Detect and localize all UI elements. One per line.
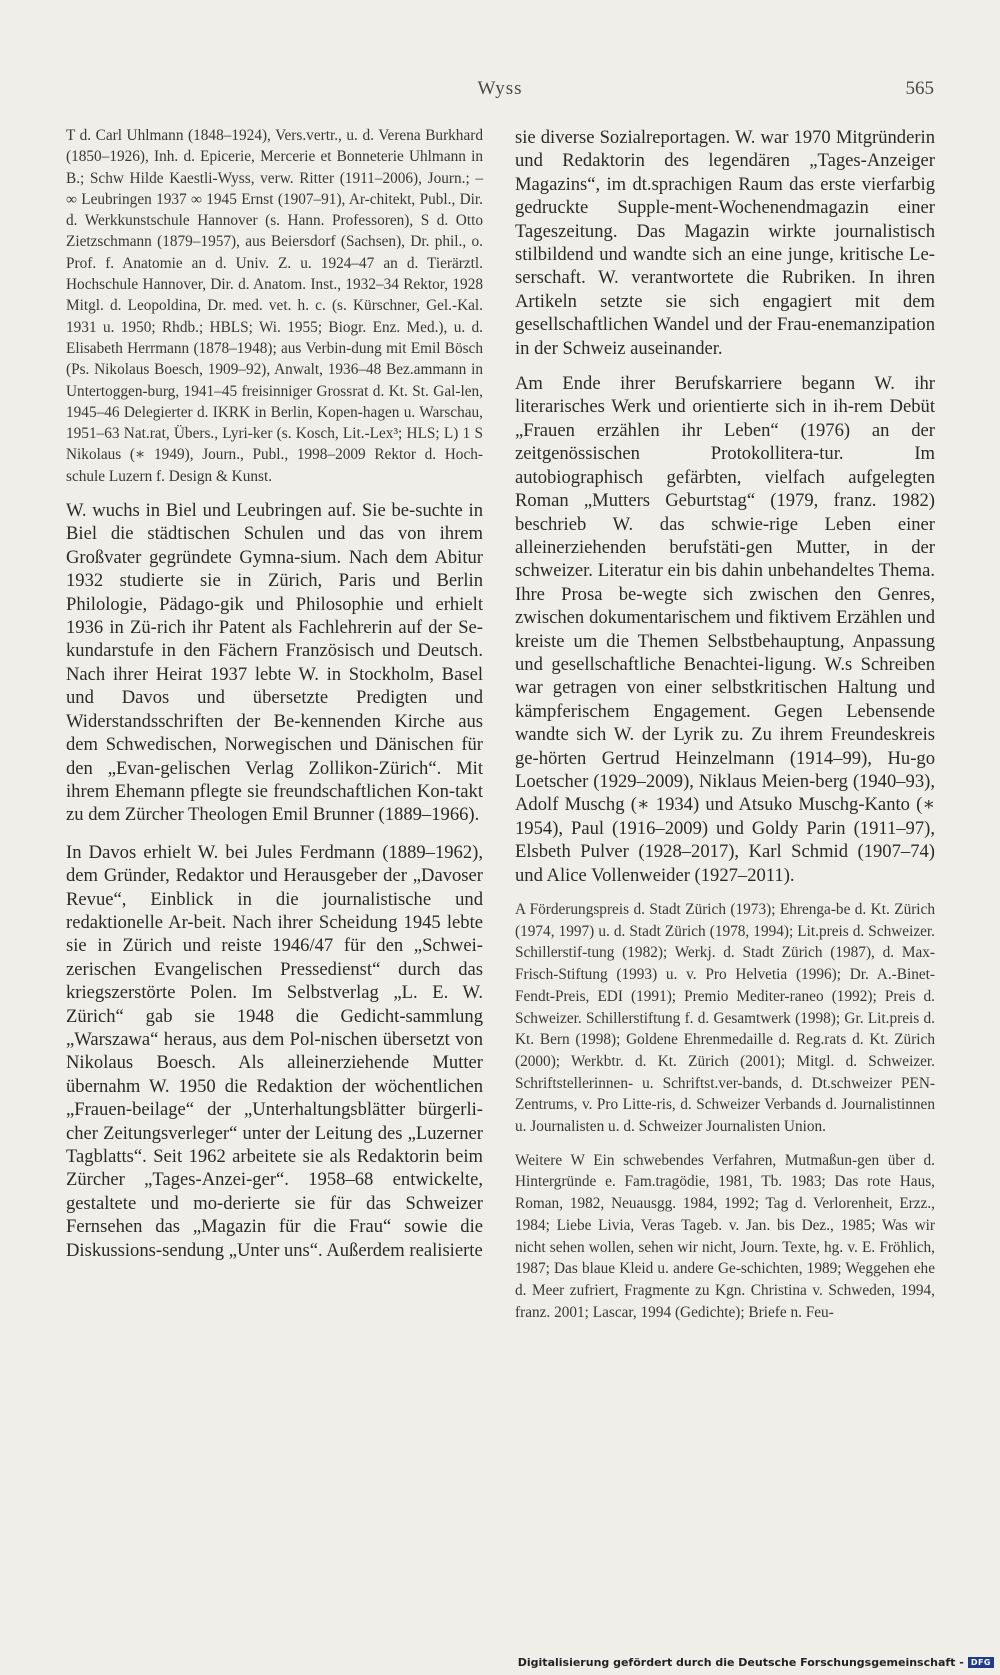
credit-text: Digitalisierung gefördert durch die Deutsche Forschungsgemeinschaft - [517,1656,964,1669]
dfg-logo: DFG [968,1657,994,1668]
biography-paragraph-4: Am Ende ihrer Berufskarriere begann W. ihr literarisches Werk und orientierte sich in ih-rem Debüt „Frauen erzählen ihr Leben“ (1976) an der zeitgenössischen Protokollitera-tur. Im autobiographisch gefärbten, vielfach aufgelegten Roman „Mutters Geburtstag“ (1979, franz. 1982) beschrieb W. das schwie-rige Leben einer alleinerziehenden berufstäti-gen Mutter, in der schweizer. Literatur ein bis dahin unbehandeltes Thema. Ihre Prosa be-wegte sich zwischen den Genres, zwischen dokumentarischem und fiktivem Erzählen und kreiste um die Themen Selbstbehauptung, Anpassung und gesellschaftliche Benachtei-ligung. W.s Schreiben war getragen von einer selbstkritischen Haltung und kämpferischem Engagement. Gegen Lebensende wandte sich W. der Lyrik zu. Zu ihrem Freundeskreis ge-hörten Gertrud Heinzelmann (1914–99), Hu-go Loetscher (1929–2009), Niklaus Meien-berg (1940–93), Adolf Muschg (∗ 1934) und Atsuko Muschg-Kanto (∗ 1954), Paul (1916–2009) und Goldy Parin (1911–97), Elsbeth Pulver (1928–2017), Karl Schmid (1907–74) und Alice Vollenweider (1927–2011). [515,373,935,886]
works-paragraph: Weitere W Ein schwebendes Verfahren, Mutmaßun-gen über d. Hintergründe e. Fam.tragödie, 1981, Tb. 1983; Das rote Haus, Roman, 1982, Neuausgg. 1984, 1992; Tag d. Verlorenheit, Erzz., 1984; Liebe Livia, Veras Tageb. v. Jan. bis Dez., 1985; Was wir nicht sehen wollen, sehen wir nicht, Journ. Texte, hg. v. E. Fröhlich, 1987; Das blaue Kleid u. andere Ge-schichten, 1989; Weggehen ehe d. Meer zufriert, Fragmente zu Kgn. Christina v. Schweden, 1994, franz. 2001; Lascar, 1994 (Gedichte); Briefe n. Feu- [515,1151,935,1321]
page-number: 565 [905,78,934,99]
digitization-credit [518,1656,994,1669]
awards-paragraph: A Förderungspreis d. Stadt Zürich (1973); Ehrenga-be d. Kt. Zürich (1974, 1997) u. d. Stadt Zürich (1978, 1994); Lit.preis d. Schweizer. Schillerstif-tung (1982); Werkj. d. Stadt Zürich (1987), d. Max-Frisch-Stiftung (1993) u. v. Pro Helvetia (1996); Dr. A.-Binet-Fendt-Preis, EDI (1991); Premio Mediter-raneo (1992); Preis d. Schweizer. Schillerstiftung f. d. Gesamtwerk (1998); Gr. Lit.preis d. Kt. Bern (1998); Goldene Ehrenmedaille d. Reg.rats d. Kt. Zürich (2000); Werkbtr. d. Kt. Zürich (2001); Mitgl. d. Schweizer. Schriftstellerinnen- u. Schriftst.ver-bands, d. Dt.schweizer PEN-Zentrums, v. Pro Litte-ris, d. Schweizer Verbands d. Journalistinnen u. Journalisten u. d. Schweizer Journalisten Union. [515,901,935,1136]
running-header-title: Wyss [477,78,523,99]
genealogy-paragraph: T d. Carl Uhlmann (1848–1924), Vers.vertr., u. d. Verena Burkhard (1850–1926), Inh. d. Epicerie, Mercerie et Bonneterie Uhlmann in B.; Schw Hilde Kaestli-Wyss, verw. Ritter (1911–2006), Journ.; – ∞ Leubringen 1937 ∞ 1945 Ernst (1907–91), Ar-chitekt, Publ., Dir. d. Werkkunstschule Hannover (s. Hann. Professoren), S d. Otto Zietzschmann (1879–1957), aus Beiersdorf (Sachsen), Dr. phil., o. Prof. f. Anatomie an d. Univ. Z. u. 1924–47 an d. Tierärztl. Hochschule Hannover, Dir. d. Anatom. Inst., 1932–34 Rektor, 1928 Mitgl. d. Leopoldina, Dr. med. vet. h. c. (s. Kürschner, Gel.-Kal. 1931 u. 1950; Rhdb.; HBLS; Wi. 1955; Biogr. Enz. Med.), u. d. Elisabeth Herrmann (1878–1948); aus Verbin-dung mit Emil Bösch (Ps. Nikolaus Boesch, 1909–92), Anwalt, 1936–48 Bez.ammann in Untertoggen-burg, 1941–45 freisinniger Grossrat d. Kt. St. Gal-len, 1945–46 Delegierter d. IKRK in Berlin, Kopen-hagen u. Warschau, 1951–63 Nat.rat, Übers., Lyri-ker (s. Kosch, Lit.-Lex³; HLS; L) 1 S Nikolaus (∗ 1949), Journ., Publ., 1998–2009 Rektor d. Hoch-schule Luzern f. Design & Kunst. [66,127,483,485]
left-column [66,125,483,1276]
biography-paragraph-3: sie diverse Sozialreportagen. W. war 1970 Mitgründerin und Redaktorin des legendären „Tages-Anzeiger Magazins“, im dt.sprachigen Raum das erste vierfarbig gedruckte Supple-ment-Wochenendmagazin einer Tageszeitung. Das Magazin wirkte journalistisch stilbildend und wandte sich an eine junge, kritische Le-serschaft. W. verantwortete die Rubriken. In ihren Artikeln setzte sie sich engagiert mit dem gesellschaftlichen Wandel und der Frau-enemanzipation in der Schweiz auseinander. [515,127,935,359]
right-column [515,125,935,1335]
biography-paragraph-1: W. wuchs in Biel und Leubringen auf. Sie be-suchte in Biel die städtischen Schulen und das von ihrem Großvater gegründete Gymna-sium. Nach dem Abitur 1932 studierte sie in Zürich, Paris und Berlin Philologie, Pädago-gik und Philosophie und erhielt 1936 in Zü-rich ihr Patent als Fachlehrerin auf der Se-kundarstufe in den Fächern Französisch und Deutsch. Nach ihrer Heirat 1937 lebte W. in Stockholm, Basel und Davos und übersetzte Predigten und Widerstandsschriften der Be-kennenden Kirche aus dem Schwedischen, Norwegischen und Dänischen für den „Evan-gelischen Verlag Zollikon-Zürich“. Mit ihrem Ehemann pflegte sie freundschaftlichen Kon-takt zu dem Zürcher Theologen Emil Brunner (1889–1966). [66,500,483,826]
biography-paragraph-2: In Davos erhielt W. bei Jules Ferdmann (1889–1962), dem Gründer, Redaktor und Herausgeber der „Davoser Revue“, Einblick in die journalistische und redaktionelle Ar-beit. Nach ihrer Scheidung 1945 lebte sie in Zürich und reiste 1946/47 für den „Schwei-zerischen Evangelischen Pressedienst“ durch das kriegszerstörte Polen. Im Selbstverlag „L. E. W. Zürich“ gab sie 1948 die Gedicht-sammlung „Warszawa“ heraus, aus dem Pol-nischen übersetzt von Nikolaus Boesch. Als alleinerziehende Mutter übernahm W. 1950 die Redaktion der wöchentlichen „Frauen-beilage“ der „Unterhaltungsblätter bürgerli-cher Zeitungsverleger“ unter der Leitung des „Luzerner Tagblatts“. Seit 1962 arbeitete sie als Redaktorin beim Zürcher „Tages-Anzei-ger“. 1958–68 entwickelte, gestaltete und mo-derierte sie für das Schweizer Fernsehen das „Magazin für die Frau“ sowie die Diskussions-sendung „Unter uns“. Außerdem realisierte [66,841,483,1261]
